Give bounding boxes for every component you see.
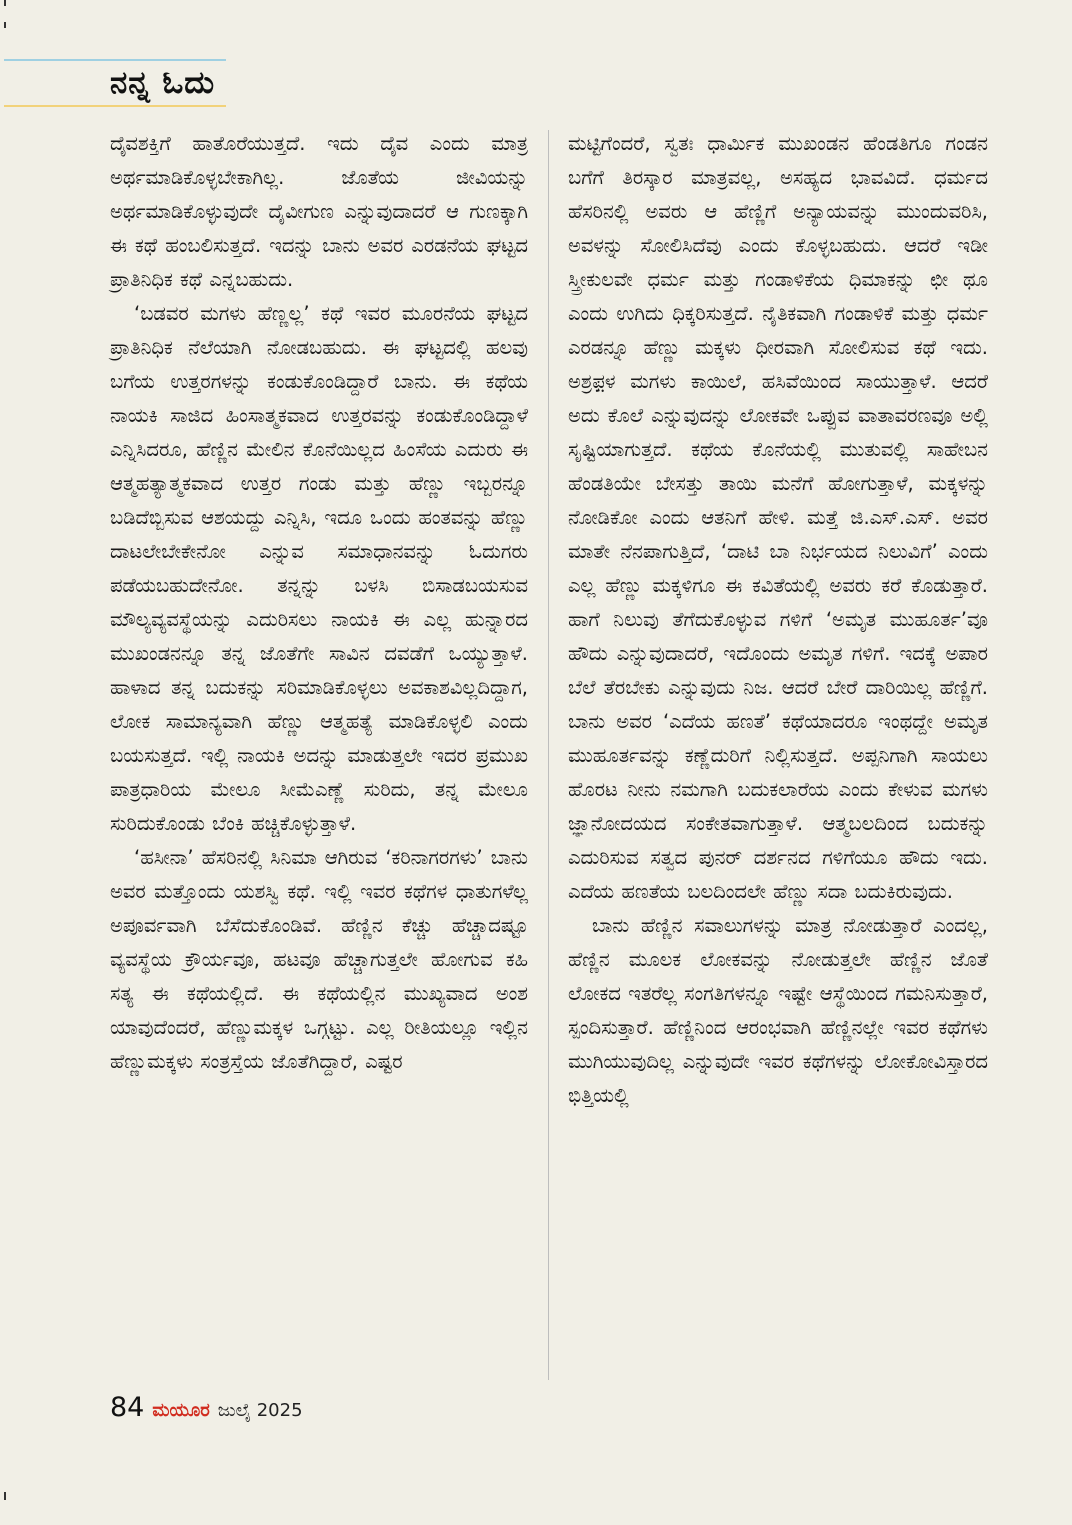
page-number: 84 [110,1392,145,1423]
paragraph: ‘ಬಡವರ ಮಗಳು ಹೆಣ್ಣಲ್ಲ’ ಕಥೆ ಇವರ ಮೂರನೆಯ ಘಟ್ಟದ ಪ್ರಾತಿನಿಧಿಕ ನೆಲೆಯಾಗಿ ನೋಡಬಹುದು. ಈ ಘಟ್ಟದಲ್ಲಿ ಹಲವು ಬಗೆಯ ಉತ್ತರಗಳನ್ನು ಕಂಡುಕೊಂಡಿದ್ದಾರೆ ಬಾನು. ಈ ಕಥೆಯ ನಾಯಕಿ ಸಾಜಿದ ಹಿಂಸಾತ್ಮಕವಾದ ಉತ್ತರವನ್ನು ಕಂಡುಕೊಂಡಿದ್ದಾಳೆ ಎನ್ನಿಸಿದರೂ, ಹೆಣ್ಣಿನ ಮೇಲಿನ ಕೊನೆಯಿಲ್ಲದ ಹಿಂಸೆಯ ಎದುರು ಈ ಆತ್ಮಹತ್ಯಾತ್ಮಕವಾದ ಉತ್ತರ ಗಂಡು ಮತ್ತು ಹೆಣ್ಣು ಇಬ್ಬರನ್ನೂ ಬಡಿದೆಬ್ಬಿಸುವ ಆಶಯದ್ದು ಎನ್ನಿಸಿ, ಇದೂ ಒಂದು ಹಂತವನ್ನು ಹೆಣ್ಣು ದಾಟಲೇಬೇಕೇನೋ ಎನ್ನುವ ಸಮಾಧಾನವನ್ನು ಓದುಗರು ಪಡೆಯಬಹುದೇನೋ. ತನ್ನನ್ನು ಬಳಸಿ ಬಿಸಾಡಬಯಸುವ ಮೌಲ್ಯವ್ಯವಸ್ಥೆಯನ್ನು ಎದುರಿಸಲು ನಾಯಕಿ ಈ ಎಲ್ಲ ಹುನ್ನಾರದ ಮುಖಂಡನನ್ನೂ ತನ್ನ ಜೊತೆಗೇ ಸಾವಿನ ದವಡೆಗೆ ಒಯ್ಯುತ್ತಾಳೆ. ಹಾಳಾದ ತನ್ನ ಬದುಕನ್ನು ಸರಿಮಾಡಿಕೊಳ್ಳಲು ಅವಕಾಶವಿಲ್ಲದಿದ್ದಾಗ, ಲೋಕ ಸಾಮಾನ್ಯವಾಗಿ ಹೆಣ್ಣು ಆತ್ಮಹತ್ಯೆ ಮಾಡಿಕೊಳ್ಳಲಿ ಎಂದು ಬಯಸುತ್ತದೆ. ಇಲ್ಲಿ ನಾಯಕಿ ಅದನ್ನು ಮಾಡುತ್ತಲೇ ಇದರ ಪ್ರಮುಖ ಪಾತ್ರಧಾರಿಯ ಮೇಲೂ ಸೀಮೆಎಣ್ಣೆ ಸುರಿದು, ತನ್ನ ಮೇಲೂ ಸುರಿದುಕೊಂಡು ಬೆಂಕಿ ಹಚ್ಚಿಕೊಳ್ಳುತ್ತಾಳೆ. [110,302,528,835]
left-column [110,127,528,1079]
paragraph: ಬಾನು ಹೆಣ್ಣಿನ ಸವಾಲುಗಳನ್ನು ಮಾತ್ರ ನೋಡುತ್ತಾರೆ ಎಂದಲ್ಲ, ಹೆಣ್ಣಿನ ಮೂಲಕ ಲೋಕವನ್ನು ನೋಡುತ್ತಲೇ ಹೆಣ್ಣಿನ ಜೊತೆ ಲೋಕದ ಇತರೆಲ್ಲ ಸಂಗತಿಗಳನ್ನೂ ಇಷ್ಟೇ ಆಸ್ಥೆಯಿಂದ ಗಮನಿಸುತ್ತಾರೆ, ಸ್ಪಂದಿಸುತ್ತಾರೆ. ಹೆಣ್ಣಿನಿಂದ ಆರಂಭವಾಗಿ ಹೆಣ್ಣಿನಲ್ಲೇ ಇವರ ಕಥೆಗಳು ಮುಗಿಯುವುದಿಲ್ಲ ಎನ್ನುವುದೇ ಇವರ ಕಥೆಗಳನ್ನು ಲೋಕೋವಿಸ್ತಾರದ ಭಿತ್ತಿಯಲ್ಲಿ [568,914,988,1107]
magazine-logo: ಮಯೂರ [152,1400,210,1421]
paragraph: ಮಟ್ಟಿಗೆಂದರೆ, ಸ್ವತಃ ಧಾರ್ಮಿಕ ಮುಖಂಡನ ಹೆಂಡತಿಗೂ ಗಂಡನ ಬಗೆಗೆ ತಿರಸ್ಕಾರ ಮಾತ್ರವಲ್ಲ, ಅಸಹ್ಯದ ಭಾವವಿದೆ. ಧರ್ಮದ ಹೆಸರಿನಲ್ಲಿ ಅವರು ಆ ಹೆಣ್ಣಿಗೆ ಅನ್ಯಾಯವನ್ನು ಮುಂದುವರಿಸಿ, ಅವಳನ್ನು ಸೋಲಿಸಿದೆವು ಎಂದು ಕೊಳ್ಳಬಹುದು. ಆದರೆ ಇಡೀ ಸ್ತ್ರೀಕುಲವೇ ಧರ್ಮ ಮತ್ತು ಗಂಡಾಳಿಕೆಯ ಧಿಮಾಕನ್ನು ಛೀ ಥೂ ಎಂದು ಉಗಿದು ಧಿಕ್ಕರಿಸುತ್ತದೆ. ನೈತಿಕವಾಗಿ ಗಂಡಾಳಿಕೆ ಮತ್ತು ಧರ್ಮ ಎರಡನ್ನೂ ಹೆಣ್ಣು ಮಕ್ಕಳು ಧೀರವಾಗಿ ಸೋಲಿಸುವ ಕಥೆ ಇದು. ಅಶ್ರಫ಼ಳ ಮಗಳು ಕಾಯಿಲೆ, ಹಸಿವೆಯಿಂದ ಸಾಯುತ್ತಾಳೆ. ಆದರೆ ಅದು ಕೊಲೆ ಎನ್ನುವುದನ್ನು ಲೋಕವೇ ಒಪ್ಪುವ ವಾತಾವರಣವೂ ಅಲ್ಲಿ ಸೃಷ್ಟಿಯಾಗುತ್ತದೆ. ಕಥೆಯ ಕೊನೆಯಲ್ಲಿ ಮುತುವಲ್ಲಿ ಸಾಹೇಬನ ಹೆಂಡತಿಯೇ ಬೇಸತ್ತು ತಾಯಿ ಮನೆಗೆ ಹೋಗುತ್ತಾಳೆ, ಮಕ್ಕಳನ್ನು ನೋಡಿಕೋ ಎಂದು ಆತನಿಗೆ ಹೇಳಿ. ಮತ್ತೆ ಜಿ.ಎಸ್.ಎಸ್. ಅವರ ಮಾತೇ ನೆನಪಾಗುತ್ತಿದೆ, ‘ದಾಟಿ ಬಾ ನಿರ್ಭಯದ ನಿಲುವಿಗೆ’ ಎಂದು ಎಲ್ಲ ಹೆಣ್ಣು ಮಕ್ಕಳಿಗೂ ಈ ಕವಿತೆಯಲ್ಲಿ ಅವರು ಕರೆ ಕೊಡುತ್ತಾರೆ. ಹಾಗೆ ನಿಲುವು ತೆಗೆದುಕೊಳ್ಳುವ ಗಳಿಗೆ ‘ಅಮೃತ ಮುಹೂರ್ತ’ವೂ ಹೌದು ಎನ್ನುವುದಾದರೆ, ಇದೊಂದು ಅಮೃತ ಗಳಿಗೆ. ಇದಕ್ಕೆ ಅಪಾರ ಬೆಲೆ ತೆರಬೇಕು ಎನ್ನುವುದು ನಿಜ. ಆದರೆ ಬೇರೆ ದಾರಿಯಿಲ್ಲ ಹೆಣ್ಣಿಗೆ. ಬಾನು ಅವರ ‘ಎದೆಯ ಹಣತೆ’ ಕಥೆಯಾದರೂ ಇಂಥದ್ದೇ ಅಮೃತ ಮುಹೂರ್ತವನ್ನು ಕಣ್ಣೆದುರಿಗೆ ನಿಲ್ಲಿಸುತ್ತದೆ. ಅಪ್ಪನಿಗಾಗಿ ಸಾಯಲು ಹೊರಟ ನೀನು ನಮಗಾಗಿ ಬದುಕಲಾರೆಯ ಎಂದು ಕೇಳುವ ಮಗಳು ಜ್ಞಾನೋದಯದ ಸಂಕೇತವಾಗುತ್ತಾಳೆ. ಆತ್ಮಬಲದಿಂದ ಬದುಕನ್ನು ಎದುರಿಸುವ ಸತ್ವದ ಪುನರ್ ದರ್ಶನದ ಗಳಿಗೆಯೂ ಹೌದು ಇದು. ಎದೆಯ ಹಣತೆಯ ಬಲದಿಂದಲೇ ಹೆಣ್ಣು ಸದಾ ಬದುಕಿರುವುದು. [568,132,988,903]
issue-date: ಜುಲೈ 2025 [217,1400,303,1421]
crop-mark [4,0,6,6]
page-footer [110,1392,303,1432]
crop-mark [4,1492,6,1500]
paragraph: ‘ಹಸೀನಾ’ ಹೆಸರಿನಲ್ಲಿ ಸಿನಿಮಾ ಆಗಿರುವ ‘ಕರಿನಾಗರಗಳು’ ಬಾನು ಅವರ ಮತ್ತೊಂದು ಯಶಸ್ವಿ ಕಥೆ. ಇಲ್ಲಿ ಇವರ ಕಥೆಗಳ ಧಾತುಗಳೆಲ್ಲ ಅಪೂರ್ವವಾಗಿ ಬೆಸೆದುಕೊಂಡಿವೆ. ಹೆಣ್ಣಿನ ಕೆಚ್ಚು ಹೆಚ್ಚಾದಷ್ಟೂ ವ್ಯವಸ್ಥೆಯ ಕ್ರೌರ್ಯವೂ, ಹಟವೂ ಹೆಚ್ಚಾಗುತ್ತಲೇ ಹೋಗುವ ಕಹಿ ಸತ್ಯ ಈ ಕಥೆಯಲ್ಲಿದೆ. ಈ ಕಥೆಯಲ್ಲಿನ ಮುಖ್ಯವಾದ ಅಂಶ ಯಾವುದೆಂದರೆ, ಹೆಣ್ಣುಮಕ್ಕಳ ಒಗ್ಗಟ್ಟು. ಎಲ್ಲ ರೀತಿಯಲ್ಲೂ ಇಲ್ಲಿನ ಹೆಣ್ಣುಮಕ್ಕಳು ಸಂತ್ರಸ್ತೆಯ ಜೊತೆಗಿದ್ದಾರೆ, ಎಷ್ಟರ [110,846,528,1073]
paragraph: ದೈವಶಕ್ತಿಗೆ ಹಾತೊರೆಯುತ್ತದೆ. ಇದು ದೈವ ಎಂದು ಮಾತ್ರ ಅರ್ಥಮಾಡಿಕೊಳ್ಳಬೇಕಾಗಿಲ್ಲ. ಜೊತೆಯ ಜೀವಿಯನ್ನು ಅರ್ಥಮಾಡಿಕೊಳ್ಳುವುದೇ ದೈವೀಗುಣ ಎನ್ನುವುದಾದರೆ ಆ ಗುಣಕ್ಕಾಗಿ ಈ ಕಥೆ ಹಂಬಲಿಸುತ್ತದೆ. ಇದನ್ನು ಬಾನು ಅವರ ಎರಡನೆಯ ಘಟ್ಟದ ಪ್ರಾತಿನಿಧಿಕ ಕಥೆ ಎನ್ನಬಹುದು. [110,132,528,291]
section-title: ನನ್ನ ಓದು [110,65,216,101]
header-rule-top [4,59,226,61]
crop-mark [4,22,6,28]
header-rule-bottom [4,105,226,107]
right-column [568,127,988,1113]
column-divider [548,130,549,1380]
